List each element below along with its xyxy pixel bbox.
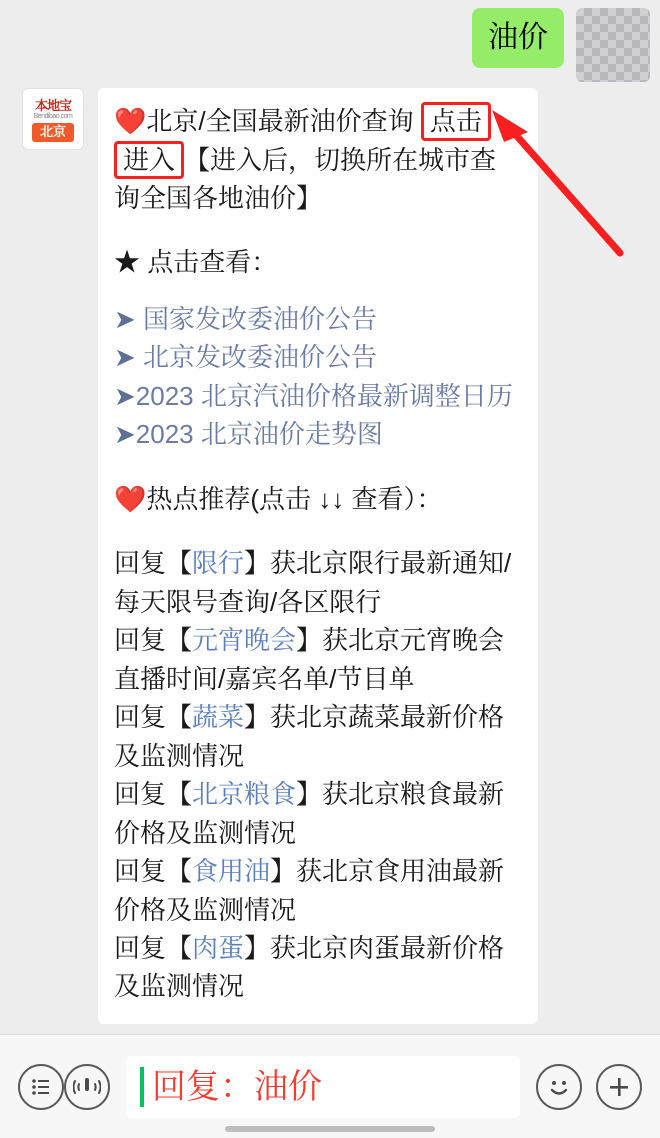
spacer <box>114 217 522 243</box>
plus-glyph <box>605 1073 633 1101</box>
avatar-official-account[interactable] <box>22 88 84 150</box>
list-menu-glyph <box>28 1074 54 1100</box>
title-text-part1: 北京/全国最新油价查询 <box>146 106 421 136</box>
heart-icon: ❤️ <box>114 483 147 514</box>
section-click-view-heading: ★ 点击查看： <box>114 247 278 278</box>
reply-suffix: 】获北京限行最新通知/每天限号查询/各区限行 <box>114 548 512 617</box>
smiley-icon[interactable] <box>536 1064 582 1110</box>
hot-recommend-heading <box>114 480 522 518</box>
arrow-bullet-icon: ➤ <box>114 342 136 373</box>
message-input-wrapper[interactable] <box>126 1056 520 1118</box>
list-item <box>114 929 522 1006</box>
link-label[interactable]: 2023 北京汽油价格最新调整日历 <box>135 380 513 411</box>
avatar-brand-sub: Bendibao.com <box>33 113 73 121</box>
spacer <box>114 518 522 544</box>
home-indicator <box>225 1126 435 1132</box>
reply-suffix: 】获北京食用油最新价格及监测情况 <box>114 856 505 925</box>
reply-keyword[interactable]: 限行 <box>192 548 245 579</box>
arrow-bullet-icon: ➤ <box>114 303 136 334</box>
smiley-glyph <box>544 1072 574 1102</box>
reply-prefix: 回复【 <box>114 932 193 963</box>
reply-prefix: 回复【 <box>114 702 193 733</box>
avatar-brand-bottom: 北京 <box>32 123 74 142</box>
list-item <box>114 775 522 852</box>
enter-annotation-box[interactable]: 进入 <box>114 141 184 180</box>
avatar-self[interactable] <box>576 8 650 82</box>
arrow-bullet-icon: ➤ <box>114 419 136 450</box>
incoming-message-bubble[interactable] <box>98 88 538 1024</box>
reply-suffix: 】获北京蔬菜最新价格及监测情况 <box>114 702 505 771</box>
reply-prefix: 回复【 <box>114 625 193 656</box>
reply-suffix: 】获北京粮食最新价格及监测情况 <box>114 779 505 848</box>
list-item <box>114 621 522 698</box>
reply-keyword[interactable]: 蔬菜 <box>192 702 245 733</box>
reply-keyword[interactable]: 食用油 <box>192 856 271 887</box>
spacer <box>114 454 522 480</box>
reply-suffix: 】获北京元宵晚会直播时间/嘉宾名单/节目单 <box>114 625 505 694</box>
reply-prefix: 回复【 <box>114 856 193 887</box>
message-input-value[interactable]: 回复：油价 <box>152 1067 322 1106</box>
list-item[interactable] <box>114 338 522 376</box>
outgoing-message-row <box>472 8 650 82</box>
reply-keyword[interactable]: 肉蛋 <box>192 932 245 963</box>
title-text-part2: 【进入后，切换所在城市查询全国各地油价】 <box>114 144 497 213</box>
list-item <box>114 852 522 929</box>
text-caret <box>140 1067 144 1107</box>
link-label[interactable]: 北京发改委油价公告 <box>143 342 378 373</box>
reply-keyword[interactable]: 元宵晚会 <box>192 625 297 656</box>
spacer <box>114 282 522 300</box>
list-item[interactable] <box>114 300 522 338</box>
list-menu-icon[interactable] <box>18 1064 64 1110</box>
message-title-block <box>114 102 522 217</box>
list-item[interactable] <box>114 377 522 415</box>
reply-keyword-list <box>114 544 522 1006</box>
arrow-bullet-icon: ➤ <box>114 380 136 411</box>
list-item[interactable] <box>114 415 522 453</box>
heart-icon: ❤️ <box>114 106 147 136</box>
link-list <box>114 300 522 454</box>
voice-glyph <box>73 1073 101 1101</box>
voice-icon[interactable] <box>64 1064 110 1110</box>
plus-icon[interactable] <box>596 1064 642 1110</box>
reply-prefix: 回复【 <box>114 548 193 579</box>
hot-recommend-label: 热点推荐(点击 ↓↓ 查看）： <box>146 483 443 514</box>
outgoing-message-bubble[interactable]: 油价 <box>472 8 564 68</box>
list-item <box>114 698 522 775</box>
link-label[interactable]: 2023 北京油价走势图 <box>135 419 383 450</box>
list-item <box>114 544 522 621</box>
reply-prefix: 回复【 <box>114 779 193 810</box>
incoming-message-row <box>22 88 538 1024</box>
reply-suffix: 】获北京肉蛋最新价格及监测情况 <box>114 932 505 1002</box>
click-annotation-box[interactable]: 点击 <box>421 102 491 141</box>
reply-keyword[interactable]: 北京粮食 <box>192 779 297 810</box>
chat-input-bar <box>0 1034 660 1138</box>
link-label[interactable]: 国家发改委油价公告 <box>143 303 378 334</box>
avatar-brand-top: 本地宝 <box>34 98 71 114</box>
